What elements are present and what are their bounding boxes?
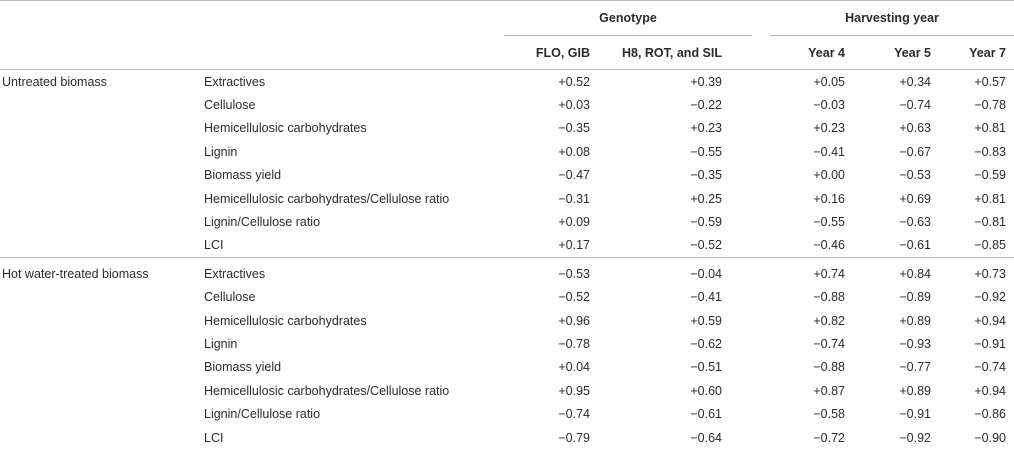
section-label: Untreated biomass [2,74,107,89]
table-row [0,70,1014,94]
variable-label: Cellulose [204,290,256,305]
value-cell: +0.63 [899,121,931,136]
spacer-cell [752,356,770,379]
value-cell: −0.89 [899,290,931,305]
value-cell: −0.58 [813,407,845,422]
value-cell: −0.88 [813,360,845,375]
value-cell: −0.93 [899,336,931,351]
table-row [0,286,1014,309]
value-cell: +0.84 [899,266,931,281]
empty-cell [0,356,204,379]
spacer-cell [752,332,770,355]
value-cell: −0.74 [974,360,1006,375]
table-row [0,187,1014,210]
value-cell: +0.00 [813,168,845,183]
value-cell: −0.55 [813,215,845,230]
value-cell: −0.72 [813,430,845,445]
value-cell: −0.03 [813,98,845,113]
table-row [0,140,1014,163]
value-cell: −0.81 [974,215,1006,230]
empty-cell [0,164,204,187]
value-cell: +0.81 [974,191,1006,206]
value-cell: +0.74 [813,266,845,281]
variable-label: Extractives [204,266,266,281]
table-body [0,70,1014,450]
value-cell: −0.51 [690,360,722,375]
column-header: Year 7 [969,45,1006,60]
value-cell: +0.95 [558,383,590,398]
value-cell: −0.85 [974,238,1006,253]
variable-label: Lignin [204,144,238,159]
spacer-cell [752,70,770,94]
empty-cell [0,426,204,449]
value-cell: +0.25 [690,191,722,206]
value-cell: −0.52 [558,290,590,305]
genotype-group-header: Genotype [504,1,752,36]
value-cell: −0.67 [899,144,931,159]
variable-label: Hemicellulosic carbohydrates/Cellulose ratio [204,191,450,206]
spacer-cell [752,187,770,210]
value-cell: −0.59 [690,215,722,230]
empty-cell [0,309,204,332]
empty-cell [0,234,204,258]
value-cell: −0.53 [899,168,931,183]
empty-cell [0,117,204,140]
value-cell: +0.09 [558,215,590,230]
variable-label: Hemicellulosic carbohydrates/Cellulose ratio [204,383,450,398]
value-cell: +0.16 [813,191,845,206]
table-row [0,402,1014,425]
value-cell: +0.96 [558,313,590,328]
value-cell: −0.64 [690,430,722,445]
value-cell: −0.61 [690,407,722,422]
value-cell: +0.73 [974,266,1006,281]
value-cell: −0.35 [690,168,722,183]
value-cell: −0.91 [974,336,1006,351]
empty-cell [0,210,204,233]
value-cell: +0.23 [813,121,845,136]
value-cell: −0.92 [974,290,1006,305]
spacer-cell [752,286,770,309]
value-cell: −0.86 [974,407,1006,422]
value-cell: −0.78 [974,98,1006,113]
value-cell: −0.78 [558,336,590,351]
value-cell: −0.74 [558,407,590,422]
value-cell: +0.94 [974,313,1006,328]
value-cell: +0.81 [974,121,1006,136]
variable-label: Hemicellulosic carbohydrates [204,121,367,136]
table-row [0,164,1014,187]
value-cell: +0.94 [974,383,1006,398]
value-cell: +0.52 [558,74,590,89]
value-cell: +0.39 [690,74,722,89]
value-cell: +0.87 [813,383,845,398]
value-cell: −0.41 [690,290,722,305]
table-row [0,332,1014,355]
value-cell: −0.92 [899,430,931,445]
value-cell: −0.46 [813,238,845,253]
value-cell: +0.08 [558,144,590,159]
value-cell: −0.59 [974,168,1006,183]
value-cell: −0.74 [899,98,931,113]
spacer-cell [752,234,770,258]
group-header-row [0,1,1014,36]
spacer-cell [752,210,770,233]
variable-label: LCI [204,430,224,445]
value-cell: −0.74 [813,336,845,351]
empty-cell [0,402,204,425]
variable-label: Extractives [204,74,266,89]
value-cell: −0.04 [690,266,722,281]
value-cell: +0.03 [558,98,590,113]
column-header: FLO, GIB [535,45,590,60]
value-cell: −0.90 [974,430,1006,445]
value-cell: −0.62 [690,336,722,351]
variable-label: Biomass yield [204,168,282,183]
value-cell: −0.91 [899,407,931,422]
value-cell: +0.69 [899,191,931,206]
variable-label: Biomass yield [204,360,282,375]
table-row [0,309,1014,332]
value-cell: −0.47 [558,168,590,183]
spacer-cell [752,140,770,163]
column-header: Year 4 [808,45,845,60]
spacer-cell [752,262,770,285]
value-cell: −0.77 [899,360,931,375]
spacer-cell [752,426,770,449]
value-cell: −0.63 [899,215,931,230]
table-row [0,379,1014,402]
value-cell: −0.53 [558,266,590,281]
table-row [0,262,1014,285]
value-cell: −0.88 [813,290,845,305]
variable-label: LCI [204,238,224,253]
value-cell: +0.89 [899,383,931,398]
table-row [0,356,1014,379]
value-cell: +0.82 [813,313,845,328]
value-cell: +0.59 [690,313,722,328]
variable-label: Cellulose [204,98,256,113]
column-header: Year 5 [894,45,931,60]
variable-label: Lignin/Cellulose ratio [204,215,321,230]
empty-cell [0,187,204,210]
spacer-cell [752,402,770,425]
value-cell: −0.79 [558,430,590,445]
spacer-cell [752,117,770,140]
value-cell: −0.31 [558,191,590,206]
section-label: Hot water-treated biomass [2,266,149,281]
value-cell: −0.35 [558,121,590,136]
empty-cell [0,140,204,163]
spacer-cell [752,379,770,402]
variable-label: Hemicellulosic carbohydrates [204,313,367,328]
spacer-cell [752,309,770,332]
table-row [0,117,1014,140]
column-header-row [0,36,1014,70]
value-cell: −0.83 [974,144,1006,159]
empty-cell [0,93,204,116]
value-cell: +0.05 [813,74,845,89]
value-cell: +0.17 [558,238,590,253]
table-row [0,426,1014,449]
value-cell: +0.04 [558,360,590,375]
table-row [0,234,1014,258]
column-header: H8, ROT, and SIL [621,45,722,60]
table-row [0,210,1014,233]
value-cell: +0.57 [974,74,1006,89]
value-cell: +0.34 [899,74,931,89]
empty-cell [0,379,204,402]
value-cell: +0.89 [899,313,931,328]
value-cell: −0.22 [690,98,722,113]
value-cell: −0.61 [899,238,931,253]
harvesting-year-group-header: Harvesting year [770,1,1014,36]
spacer-cell [752,164,770,187]
value-cell: +0.60 [690,383,722,398]
empty-cell [0,286,204,309]
value-cell: −0.52 [690,238,722,253]
variable-label: Lignin [204,336,238,351]
spacer-cell [752,93,770,116]
value-cell: −0.55 [690,144,722,159]
variable-label: Lignin/Cellulose ratio [204,407,321,422]
empty-cell [0,332,204,355]
value-cell: +0.23 [690,121,722,136]
value-cell: −0.41 [813,144,845,159]
table-row [0,93,1014,116]
